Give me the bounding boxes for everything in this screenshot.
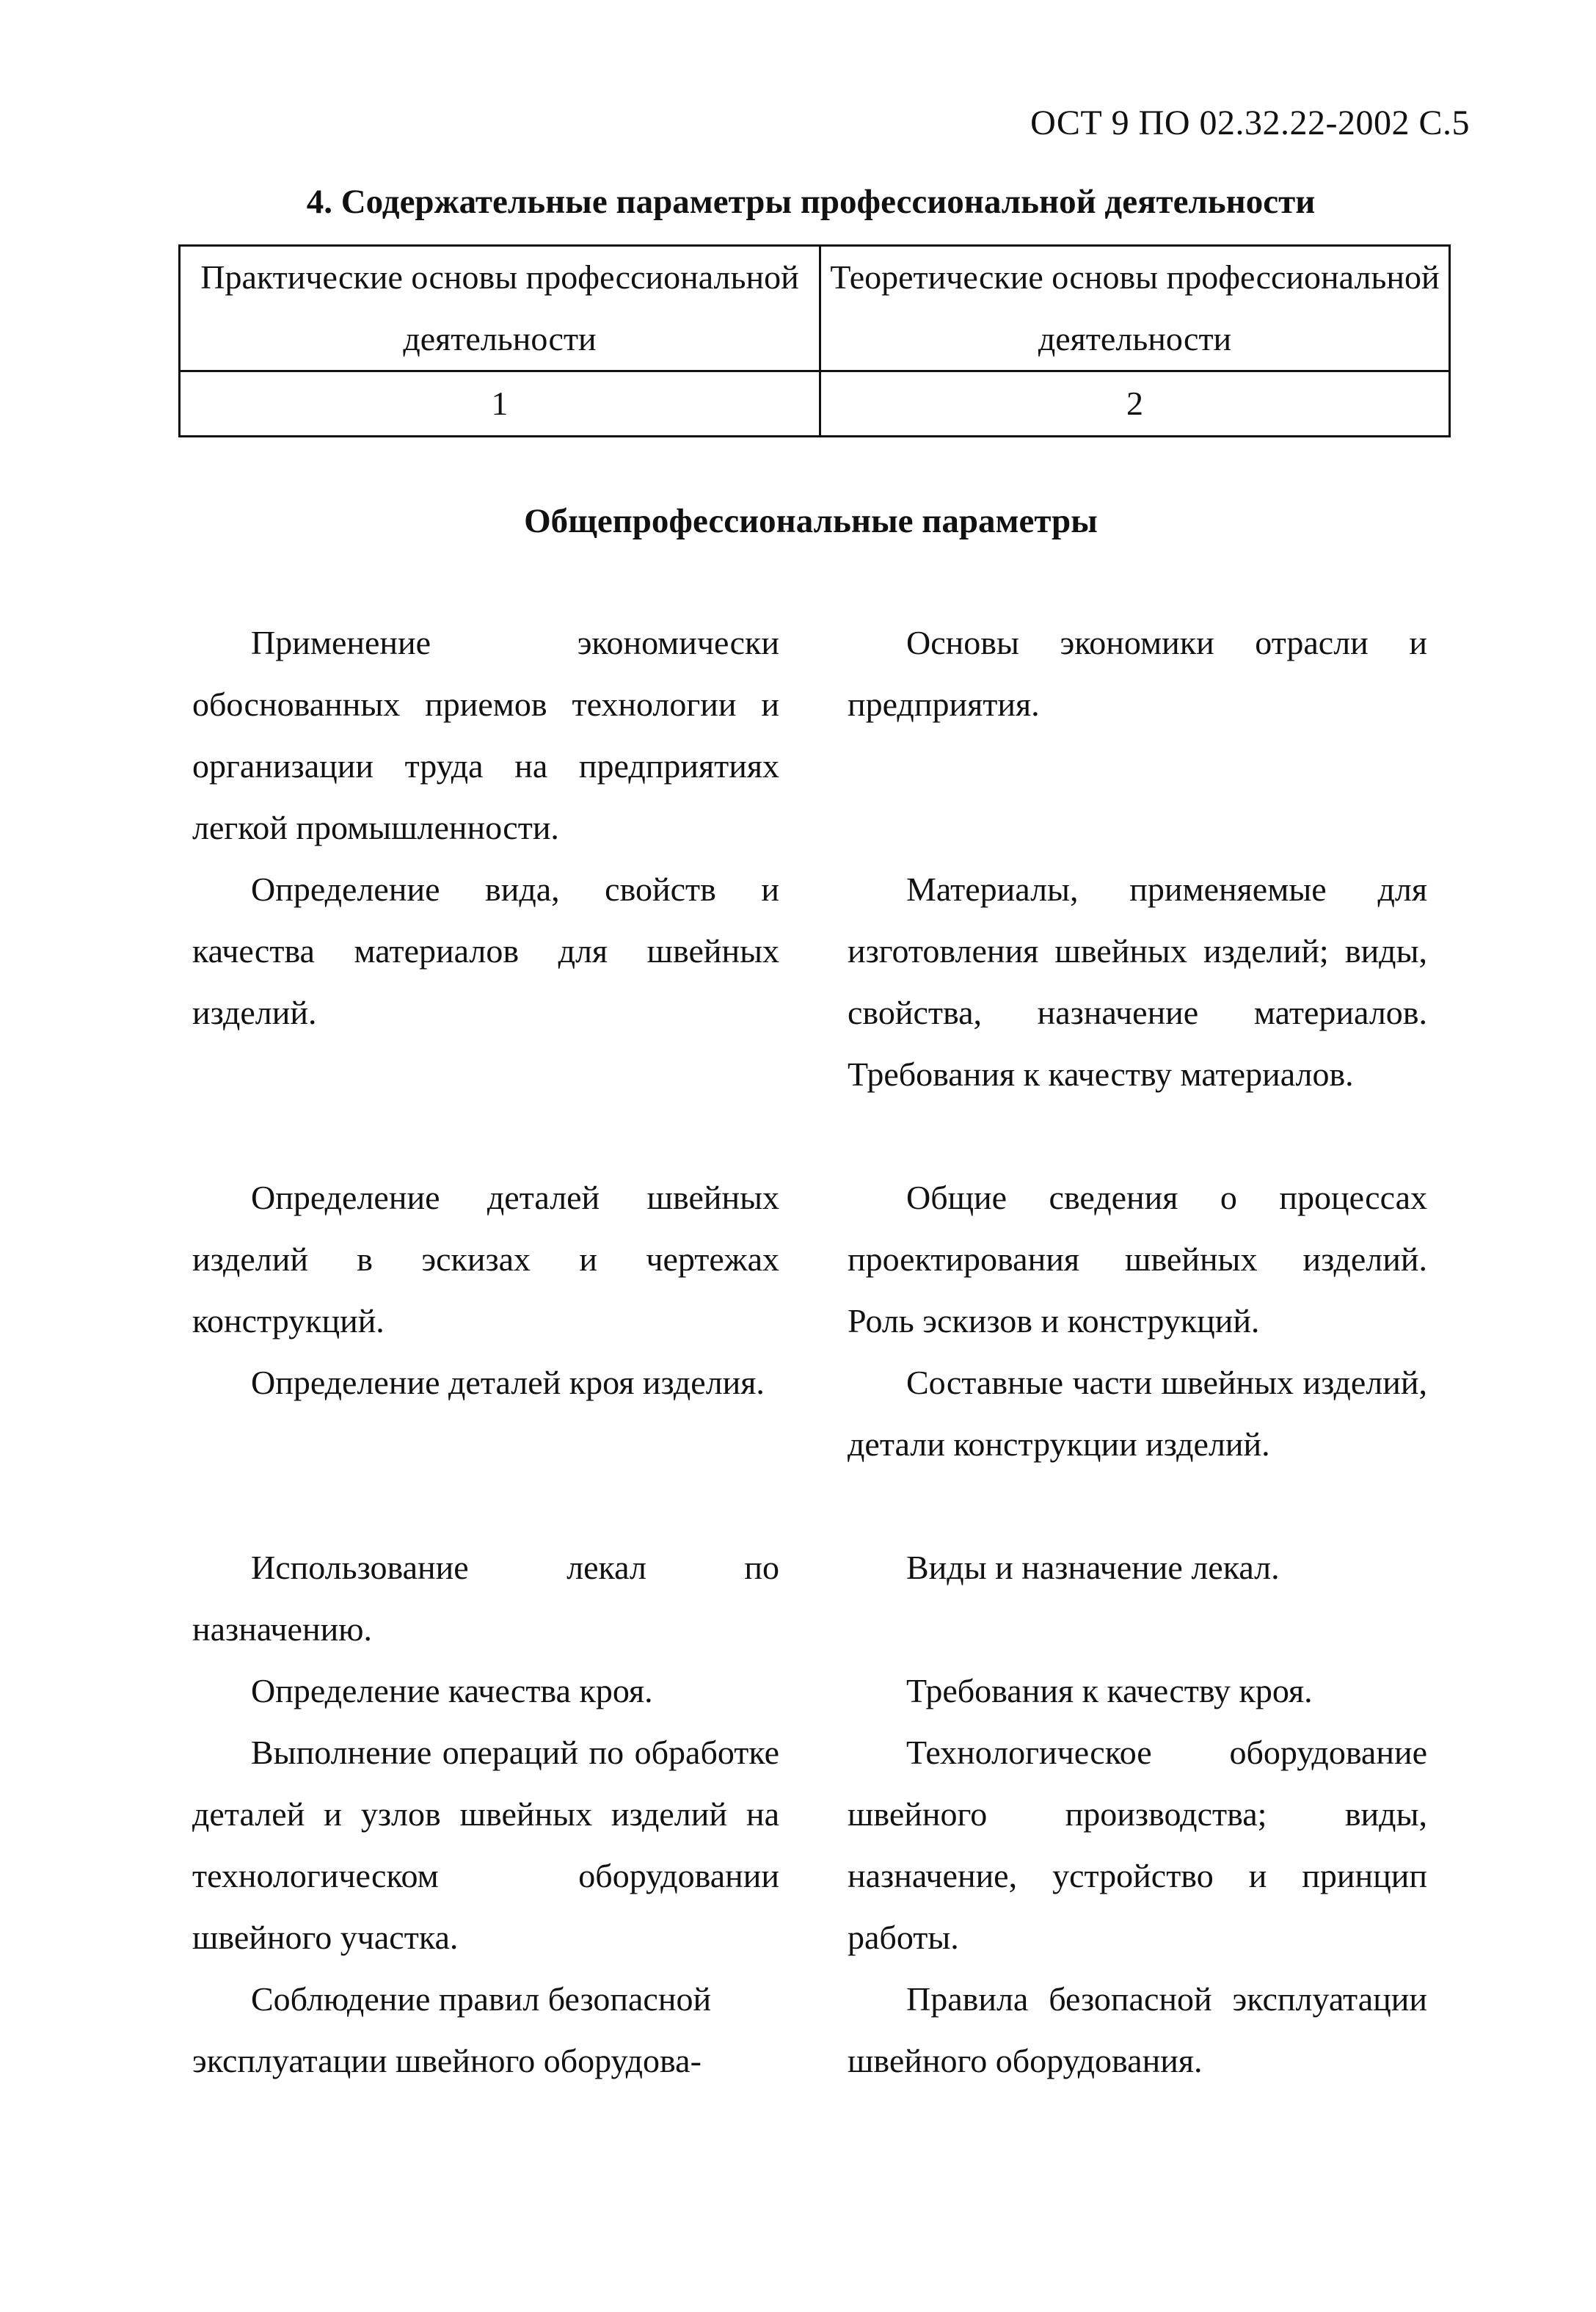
theoretical-item: Технологическое оборудование швейного производства; виды, назначение, устройство и принцип работы. <box>848 1734 1427 1956</box>
practical-column-header: Практические основы профессиональной деятельности <box>180 246 820 371</box>
practical-item: Применение экономически обоснованных приемов технологии и организации труда на предприятиях легкой промышленности. <box>192 624 779 846</box>
practical-item: Определение деталей швейных изделий в эскизах и чертежах конструкций. <box>192 1179 779 1339</box>
theoretical-item: Правила безопасной эксплуатации швейного оборудования. <box>848 1980 1427 2079</box>
subsection-title: Общепрофессиональные параметры <box>524 502 1098 540</box>
section-title: 4. Содержательные параметры профессиональной деятельности <box>306 183 1316 221</box>
theoretical-item: Материалы, применяемые для изготовления швейных изделий; виды, свойства, назначение материалов. Требования к качеству материалов. <box>848 870 1427 1093</box>
practical-item: Использование лекал по назначению. <box>192 1549 779 1648</box>
practical-item: Определение качества кроя. <box>251 1672 653 1709</box>
practical-column-number: 1 <box>180 371 820 437</box>
table-header-row <box>180 246 1450 371</box>
theoretical-item: Виды и назначение лекал. <box>906 1549 1280 1586</box>
table-number-row <box>180 371 1450 437</box>
practical-item: Выполнение операций по обработке деталей и узлов швейных изделий на технологическом оборудовании швейного участка. <box>192 1734 779 1956</box>
theoretical-column-header: Теоретические основы профессиональной деятельности <box>820 246 1450 371</box>
theoretical-item: Составные части швейных изделий, детали конструкции изделий. <box>848 1364 1427 1463</box>
header-table <box>178 244 1451 437</box>
theoretical-item: Требования к качеству кроя. <box>906 1672 1313 1709</box>
theoretical-item: Общие сведения о процессах проектирования швейных изделий. Роль эскизов и конструкций. <box>848 1179 1427 1339</box>
page-header: ОСТ 9 ПО 02.32.22-2002 С.5 <box>1030 103 1470 142</box>
practical-item: Соблюдение правил безопасной эксплуатации швейного оборудова- <box>192 1980 712 2079</box>
theoretical-column-number: 2 <box>820 371 1450 437</box>
practical-item: Определение деталей кроя изделия. <box>251 1364 765 1401</box>
theoretical-item: Основы экономики отрасли и предприятия. <box>848 624 1427 723</box>
practical-item: Определение вида, свойств и качества материалов для швейных изделий. <box>192 870 779 1031</box>
